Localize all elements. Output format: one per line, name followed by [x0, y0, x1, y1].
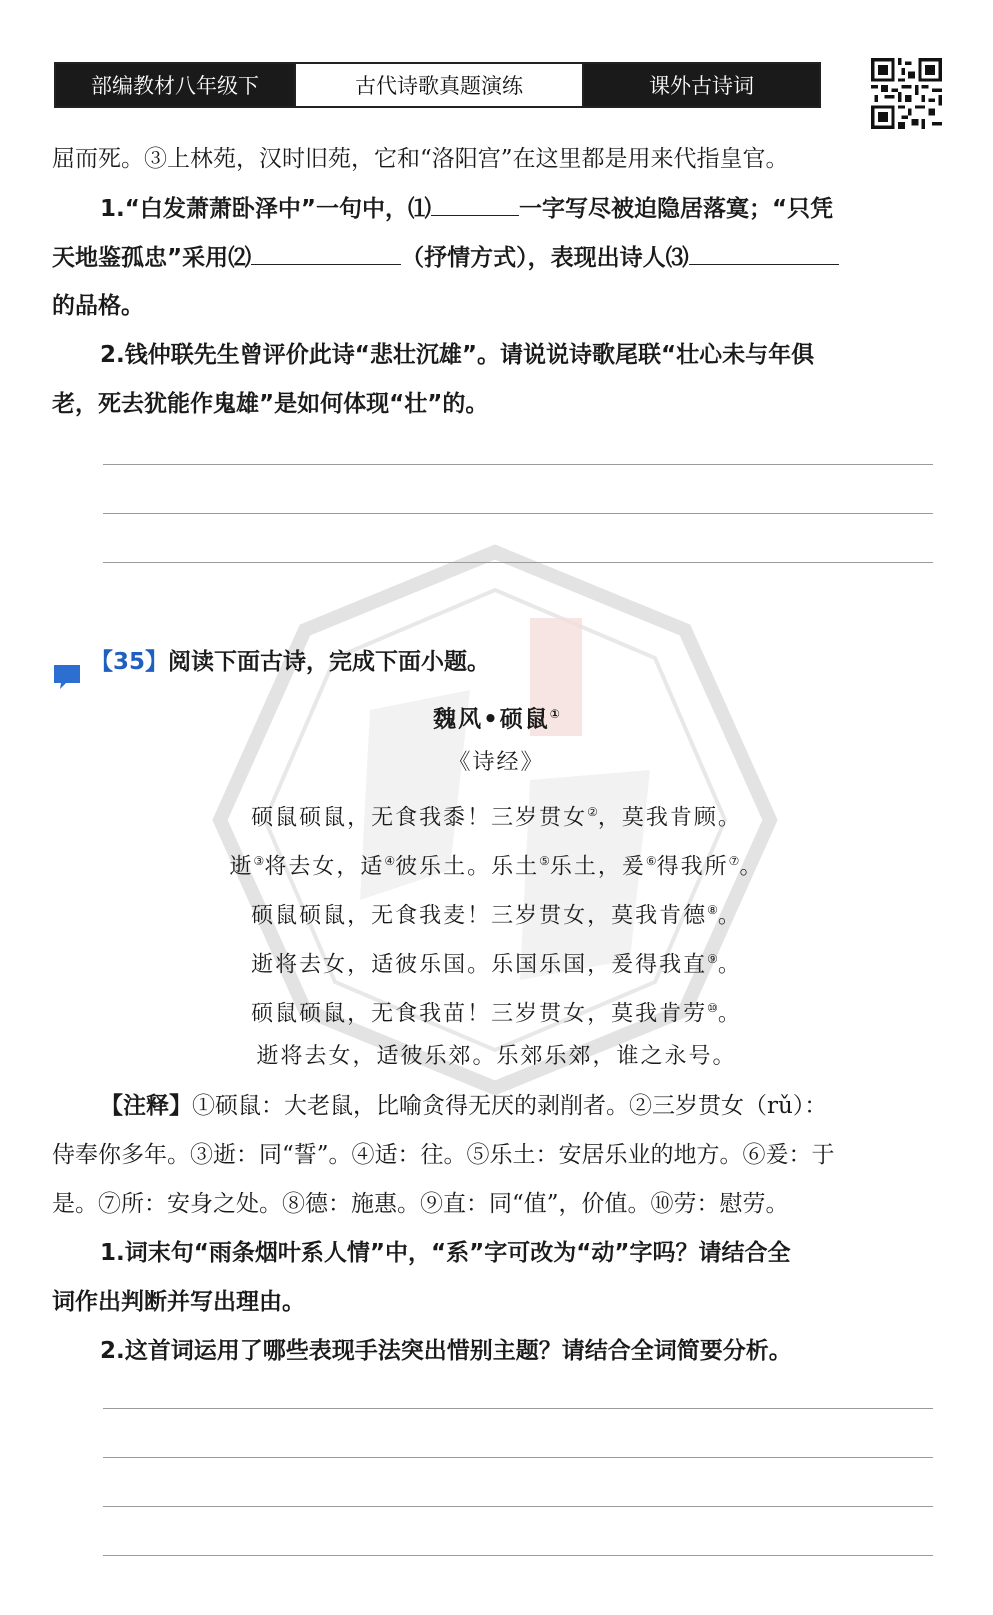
- poem-text: 。: [739, 854, 764, 880]
- poem-title-text: 魏风•硕鼠: [433, 706, 550, 733]
- answer-line[interactable]: [103, 1457, 933, 1458]
- answer-line[interactable]: [103, 513, 933, 514]
- answer-blank-2[interactable]: [251, 240, 401, 265]
- poem-line: [0, 844, 993, 884]
- header-category: 课外古诗词: [584, 64, 819, 106]
- poem-text: 。: [717, 903, 742, 929]
- prev-question-1: [100, 191, 993, 226]
- poem-text: ，莫我肯顾。: [597, 805, 742, 831]
- poem-note-marker: ③: [253, 854, 265, 868]
- answer-line[interactable]: [103, 1555, 933, 1556]
- poem-text: 硕鼠硕鼠，无食我黍！三岁贯女: [251, 805, 588, 831]
- qr-code-icon: [871, 58, 942, 129]
- section-heading: [90, 645, 990, 679]
- question-1-cont: 词作出判断并写出理由。: [52, 1289, 305, 1315]
- question-1: 1.词末句“雨条烟叶系人情”中，“系”字可改为“动”字吗？请结合全: [100, 1240, 791, 1266]
- poem-note-marker: ⑨: [707, 952, 718, 966]
- poem-note-marker: ⑦: [728, 854, 740, 868]
- prev-question-2: 2.钱仲联先生曾评价此诗“悲壮沉雄”。请说说诗歌尾联“壮心未与年俱: [100, 342, 815, 368]
- poem-text: 将去女，适: [264, 854, 385, 880]
- poem-note-marker: ⑧: [707, 903, 718, 917]
- poem-text: 彼乐土。乐土: [395, 854, 540, 880]
- notes-line-3: 是。⑦所：安身之处。⑧德：施惠。⑨直：同“值”，价值。⑩劳：慰劳。: [52, 1191, 789, 1217]
- prev-q1-part-a: 1.“白发萧萧卧泽中”一句中，⑴: [100, 196, 431, 222]
- header-grade: 部编教材八年级下: [56, 64, 294, 106]
- poem-text: 硕鼠硕鼠，无食我麦！三岁贯女，莫我肯德: [251, 903, 708, 929]
- poem-source: 《诗经》: [448, 750, 545, 775]
- answer-line[interactable]: [103, 464, 933, 465]
- header-bar: [54, 62, 821, 108]
- answer-line[interactable]: [103, 1408, 933, 1409]
- question-2: 2.这首词运用了哪些表现手法突出惜别主题？请结合全词简要分析。: [100, 1338, 792, 1364]
- poem-text: 。: [717, 952, 742, 978]
- notes-label: 【注释】: [100, 1093, 192, 1119]
- poem-text: 。: [717, 1001, 742, 1027]
- notes-line-1: [100, 1089, 993, 1123]
- poem-line: [0, 795, 993, 835]
- question-number: 【35】: [90, 649, 169, 675]
- poem-note-marker: ⑤: [539, 854, 550, 868]
- poem-line: [0, 991, 993, 1031]
- poem-text: 逝将去女，适彼乐郊。乐郊乐郊，谁之永号。: [256, 1044, 737, 1069]
- prev-q1-part-d: （抒情方式），表现出诗人⑶: [401, 245, 689, 271]
- poem-text: 逝: [229, 854, 254, 880]
- poem-text: 逝将去女，适彼乐国。乐国乐国，爰得我直: [251, 952, 708, 978]
- prev-q1-part-b: 一字写尽被迫隐居落寞；“只凭: [518, 196, 834, 222]
- prev-q1-part-c: 天地鉴孤忠”采用⑵: [52, 245, 252, 271]
- poem-title-note: ①: [549, 707, 560, 721]
- answer-blank-3[interactable]: [689, 240, 839, 265]
- speech-bubble-icon: [52, 663, 84, 691]
- poem-text: 得我所: [656, 854, 729, 880]
- prev-question-1-cont: [52, 240, 952, 275]
- poem-note-marker: ⑥: [645, 854, 657, 868]
- poem-line: [0, 893, 993, 933]
- poem-title: [0, 697, 993, 737]
- prev-q1-part-e: 的品格。: [52, 293, 144, 319]
- answer-line[interactable]: [103, 1506, 933, 1507]
- continuation-text: 屈而死。③上林苑，汉时旧苑，它和“洛阳宫”在这里都是用来代指皇官。: [52, 146, 789, 172]
- answer-line[interactable]: [103, 562, 933, 563]
- poem-note-marker: ⑩: [707, 1001, 718, 1015]
- header-title: 古代诗歌真题演练: [294, 64, 584, 106]
- prev-question-2-cont: 老，死去犹能作鬼雄”是如何体现“壮”的。: [52, 391, 489, 417]
- poem-note-marker: ②: [587, 805, 598, 819]
- poem-line: [0, 1040, 993, 1074]
- notes-text-1: ①硕鼠：大老鼠，比喻贪得无厌的剥削者。②三岁贯女（rǔ）：: [192, 1093, 828, 1119]
- poem-text: 乐土，爰: [549, 854, 646, 880]
- notes-line-2: 侍奉你多年。③逝：同“誓”。④适：往。⑤乐土：安居乐业的地方。⑥爰：于: [52, 1142, 835, 1168]
- answer-blank-1[interactable]: [431, 191, 519, 216]
- poem-text: 硕鼠硕鼠，无食我苗！三岁贯女，莫我肯劳: [251, 1001, 708, 1027]
- poem-note-marker: ④: [384, 854, 396, 868]
- poem-line: [0, 942, 993, 982]
- section-instruction: 阅读下面古诗，完成下面小题。: [168, 649, 491, 675]
